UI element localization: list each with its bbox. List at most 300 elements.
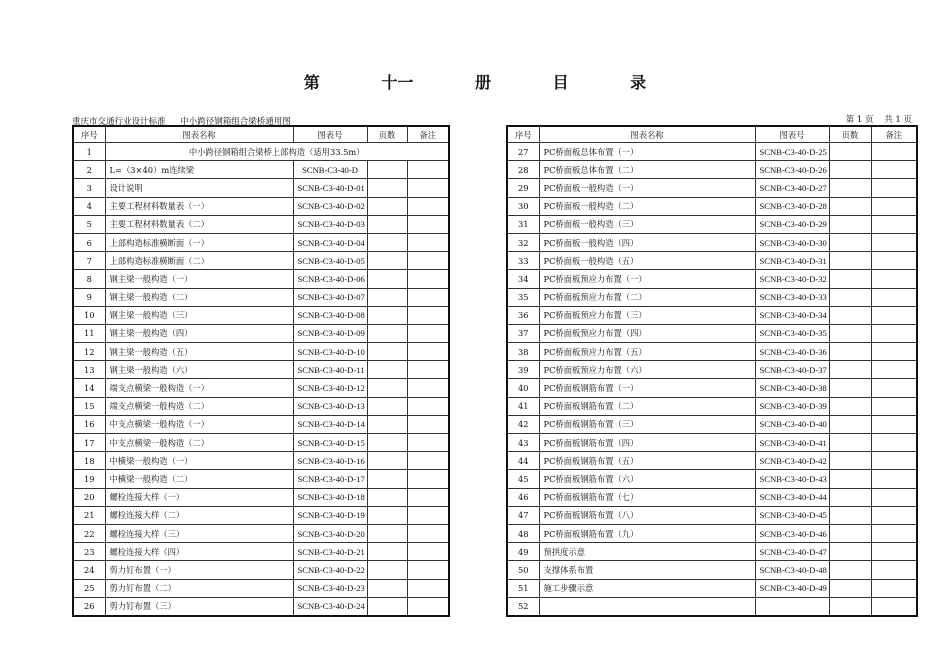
table-row [73,197,449,215]
table-row [507,506,917,524]
row-number: 25 [73,579,105,597]
drawing-code: SCNB-C3-40-D-10 [293,343,367,361]
remarks [407,379,449,397]
page-count [367,379,407,397]
table-row [507,324,917,342]
remarks [407,215,449,233]
drawing-name: PC桥面板一般构造（五） [539,252,755,270]
table-row [73,252,449,270]
drawing-code: SCNB-C3-40-D-26 [755,161,829,179]
table-row [507,343,917,361]
drawing-code [755,597,829,616]
page-count [829,506,871,524]
remarks [871,379,917,397]
row-number: 13 [73,361,105,379]
table-row [73,543,449,561]
page-count [829,233,871,251]
row-number: 34 [507,270,539,288]
drawing-code: SCNB-C3-40-D-14 [293,415,367,433]
drawing-code: SCNB-C3-40-D-40 [755,415,829,433]
page-count [367,543,407,561]
row-number: 44 [507,452,539,470]
page-count [829,397,871,415]
page-count [829,143,871,161]
row-number: 6 [73,233,105,251]
row-number: 28 [507,161,539,179]
remarks [407,488,449,506]
title-char: 十一 [381,73,414,92]
remarks [407,506,449,524]
page-count [367,270,407,288]
remarks [871,233,917,251]
page-count [367,361,407,379]
drawing-code: SCNB-C3-40-D-27 [755,179,829,197]
row-number: 32 [507,233,539,251]
table-header-row [507,126,917,143]
table-row [507,252,917,270]
remarks [407,452,449,470]
row-number: 49 [507,543,539,561]
drawing-name: 中横梁一般构造（二） [105,470,293,488]
drawing-code: SCNB-C3-40-D-32 [755,270,829,288]
row-number: 51 [507,579,539,597]
drawing-name: PC桥面板一般构造（四） [539,233,755,251]
page-count [829,543,871,561]
col-header-name: 图表名称 [539,126,755,143]
remarks [871,270,917,288]
table-row [73,233,449,251]
table-row [73,397,449,415]
drawing-code: SCNB-C3-40-D-13 [293,397,367,415]
drawing-code: SCNB-C3-40-D-01 [293,179,367,197]
col-header-code: 图表号 [755,126,829,143]
drawing-name: PC桥面板预应力布置（三） [539,306,755,324]
page-count [367,597,407,616]
drawing-name: 支撑体系布置 [539,561,755,579]
table-row [73,579,449,597]
drawing-name: PC桥面板预应力布置（一） [539,270,755,288]
table-row [73,179,449,197]
page-indicator [846,113,912,125]
table-row [73,415,449,433]
row-number: 36 [507,306,539,324]
drawing-name: 端支点横梁一般构造（一） [105,379,293,397]
drawing-name: 端支点横梁一般构造（二） [105,397,293,415]
row-number: 16 [73,415,105,433]
drawing-code: SCNB-C3-40-D-05 [293,252,367,270]
remarks [871,288,917,306]
drawing-name: 螺栓连接大样（四） [105,543,293,561]
table-row [507,197,917,215]
remarks [871,179,917,197]
table-row [73,379,449,397]
remarks [407,561,449,579]
remarks [407,197,449,215]
contents-table-left [72,125,450,617]
table-row [73,470,449,488]
drawing-code: SCNB-C3-40-D-28 [755,197,829,215]
page-count [367,233,407,251]
drawing-code: SCNB-C3-40-D-12 [293,379,367,397]
row-number: 31 [507,215,539,233]
drawing-name: 中支点横梁一般构造（二） [105,434,293,452]
drawing-code: SCNB-C3-40-D-38 [755,379,829,397]
drawing-name: 预拱度示意 [539,543,755,561]
drawing-name: PC桥面板总体布置（一） [539,143,755,161]
table-row [507,579,917,597]
col-header-pages: 页数 [367,126,407,143]
remarks [407,597,449,616]
drawing-code: SCNB-C3-40-D-37 [755,361,829,379]
standard-name: 重庆市交通行业设计标准 [72,117,166,127]
drawing-name: PC桥面板一般构造（二） [539,197,755,215]
remarks [871,143,917,161]
drawing-code: SCNB-C3-40-D-35 [755,324,829,342]
drawing-code: SCNB-C3-40-D-34 [755,306,829,324]
page-count [367,579,407,597]
table-row [73,506,449,524]
table-row [507,379,917,397]
row-number: 10 [73,306,105,324]
remarks [407,306,449,324]
page-count [367,452,407,470]
row-number: 47 [507,506,539,524]
row-number: 33 [507,252,539,270]
drawing-code: SCNB-C3-40-D-29 [755,215,829,233]
drawing-name: PC桥面板钢筋布置（五） [539,452,755,470]
table-row [507,561,917,579]
row-number: 38 [507,343,539,361]
page-count [829,452,871,470]
table-row [73,452,449,470]
row-number: 35 [507,288,539,306]
drawing-code: SCNB-C3-40-D-07 [293,288,367,306]
table-header-row [73,126,449,143]
table-row [507,470,917,488]
page-count [829,488,871,506]
row-number: 7 [73,252,105,270]
drawing-code: SCNB-C3-40-D-41 [755,434,829,452]
remarks [407,543,449,561]
drawing-code: SCNB-C3-40-D-22 [293,561,367,579]
table-row [73,324,449,342]
row-number: 37 [507,324,539,342]
page-count [829,215,871,233]
row-number: 42 [507,415,539,433]
drawing-code: SCNB-C3-40-D-42 [755,452,829,470]
table-row [507,306,917,324]
drawing-name: PC桥面板钢筋布置（六） [539,470,755,488]
remarks [407,179,449,197]
page-count [829,379,871,397]
drawing-name: PC桥面板一般构造（一） [539,179,755,197]
title-char: 录 [630,73,647,92]
drawing-name: 钢主梁一般构造（三） [105,306,293,324]
page-count [367,288,407,306]
remarks [407,343,449,361]
page-count [829,306,871,324]
row-number: 29 [507,179,539,197]
remarks [871,252,917,270]
row-number: 15 [73,397,105,415]
row-number: 24 [73,561,105,579]
row-number: 14 [73,379,105,397]
drawing-name: PC桥面板钢筋布置（四） [539,434,755,452]
remarks [871,197,917,215]
drawing-code: SCNB-C3-40-D-31 [755,252,829,270]
page-count [829,252,871,270]
page-count [829,524,871,542]
page-count [367,306,407,324]
drawing-code: SCNB-C3-40-D-20 [293,524,367,542]
drawing-code: SCNB-C3-40-D-39 [755,397,829,415]
drawing-name: 钢主梁一般构造（五） [105,343,293,361]
remarks [871,543,917,561]
drawing-name: 钢主梁一般构造（六） [105,361,293,379]
drawing-code: SCNB-C3-40-D-36 [755,343,829,361]
row-number: 5 [73,215,105,233]
drawing-name: PC桥面板钢筋布置（二） [539,397,755,415]
remarks [407,361,449,379]
drawing-code: SCNB-C3-40-D-45 [755,506,829,524]
drawing-code: SCNB-C3-40-D-04 [293,233,367,251]
remarks [871,215,917,233]
remarks [871,561,917,579]
drawing-code: SCNB-C3-40-D-16 [293,452,367,470]
remarks [871,415,917,433]
drawing-code: SCNB-C3-40-D-43 [755,470,829,488]
drawing-name: PC桥面板预应力布置（四） [539,324,755,342]
table-row [73,306,449,324]
page-count [829,161,871,179]
table-row [507,543,917,561]
row-number: 40 [507,379,539,397]
col-header-name: 图表名称 [105,126,293,143]
table-row [507,415,917,433]
page-count [829,270,871,288]
drawing-code: SCNB-C3-40-D-09 [293,324,367,342]
row-number: 50 [507,561,539,579]
table-row [73,434,449,452]
drawing-name: PC桥面板预应力布置（六） [539,361,755,379]
title-char: 第 [303,73,320,92]
drawing-code: SCNB-C3-40-D-15 [293,434,367,452]
page-count [829,579,871,597]
page-count [367,470,407,488]
page-count [367,524,407,542]
page-count [829,197,871,215]
row-number: 45 [507,470,539,488]
page-count [367,179,407,197]
remarks [407,434,449,452]
drawing-code: SCNB-C3-40-D-17 [293,470,367,488]
row-number: 30 [507,197,539,215]
drawing-name: 钢主梁一般构造（二） [105,288,293,306]
drawing-name: PC桥面板预应力布置（二） [539,288,755,306]
page-count [829,179,871,197]
page-count [367,397,407,415]
remarks [871,161,917,179]
table-row [73,488,449,506]
col-header-pages: 页数 [829,126,871,143]
remarks [871,343,917,361]
drawing-code: SCNB-C3-40-D-03 [293,215,367,233]
remarks [871,397,917,415]
page-number: 第 1 页 [845,115,874,125]
row-number: 11 [73,324,105,342]
row-number: 26 [73,597,105,616]
drawing-code: SCNB-C3-40-D-25 [755,143,829,161]
drawing-name: 施工步骤示意 [539,579,755,597]
drawing-code: SCNB-C3-40-D-06 [293,270,367,288]
drawing-name: 上部构造标准横断面（一） [105,233,293,251]
page-count [367,215,407,233]
row-number: 46 [507,488,539,506]
row-number: 21 [73,506,105,524]
drawing-code: SCNB-C3-40-D-18 [293,488,367,506]
row-number: 2 [73,161,105,179]
col-header-no: 序号 [507,126,539,143]
drawing-name: PC桥面板钢筋布置（三） [539,415,755,433]
drawing-code: SCNB-C3-40-D-08 [293,306,367,324]
drawing-name: 中支点横梁一般构造（一） [105,415,293,433]
remarks [407,524,449,542]
remarks [871,579,917,597]
drawing-name: PC桥面板钢筋布置（一） [539,379,755,397]
remarks [407,252,449,270]
table-row [73,215,449,233]
table-row [73,343,449,361]
title-char: 目 [552,73,569,92]
page-total: 共 1 页 [884,115,912,125]
remarks [871,524,917,542]
drawing-code: SCNB-C3-40-D-49 [755,579,829,597]
page-count [367,252,407,270]
table-row [507,161,917,179]
remarks [871,361,917,379]
page-count [829,597,871,616]
table-row [73,561,449,579]
page-count [829,288,871,306]
page-count [829,434,871,452]
drawing-name: 设计说明 [105,179,293,197]
drawing-name: PC桥面板钢筋布置（七） [539,488,755,506]
row-number: 52 [507,597,539,616]
contents-body-left [73,143,449,616]
drawing-name: 剪力钉布置（二） [105,579,293,597]
row-number: 8 [73,270,105,288]
drawing-name: PC桥面板一般构造（三） [539,215,755,233]
title-char: 册 [474,73,491,92]
table-row [73,270,449,288]
remarks [407,270,449,288]
row-number: 43 [507,434,539,452]
table-row [507,397,917,415]
table-row [73,361,449,379]
col-header-code: 图表号 [293,126,367,143]
table-row [73,161,449,179]
drawing-code: SCNB-C3-40-D [293,161,367,179]
table-row [507,179,917,197]
table-row [73,288,449,306]
drawing-code: SCNB-C3-40-D-19 [293,506,367,524]
page-count [367,197,407,215]
table-row [507,597,917,616]
drawing-name: PC桥面板预应力布置（五） [539,343,755,361]
row-number: 20 [73,488,105,506]
row-number: 39 [507,361,539,379]
remarks [871,434,917,452]
drawing-name: PC桥面板总体布置（二） [539,161,755,179]
table-row [507,434,917,452]
remarks [407,161,449,179]
page-count [367,415,407,433]
remarks [407,579,449,597]
remarks [871,597,917,616]
drawing-name: 剪力钉布置（一） [105,561,293,579]
remarks [407,324,449,342]
table-row [507,452,917,470]
row-number: 48 [507,524,539,542]
row-number: 4 [73,197,105,215]
row-number: 1 [73,143,105,161]
drawing-name: 螺栓连接大样（二） [105,506,293,524]
table-row [73,143,449,161]
row-number: 3 [73,179,105,197]
drawing-code: SCNB-C3-40-D-21 [293,543,367,561]
page-count [367,324,407,342]
table-row [73,524,449,542]
contents-body-right [507,143,917,616]
row-number: 41 [507,397,539,415]
table-row [507,143,917,161]
row-number: 22 [73,524,105,542]
page-count [367,161,407,179]
col-header-remarks: 备注 [407,126,449,143]
drawing-name: 螺栓连接大样（三） [105,524,293,542]
drawing-name: 剪力钉布置（三） [105,597,293,616]
remarks [871,306,917,324]
drawing-code: SCNB-C3-40-D-33 [755,288,829,306]
drawing-code: SCNB-C3-40-D-44 [755,488,829,506]
volume-title [0,70,950,93]
table-row [507,361,917,379]
drawing-code: SCNB-C3-40-D-47 [755,543,829,561]
row-number: 12 [73,343,105,361]
remarks [407,397,449,415]
drawing-name: PC桥面板钢筋布置（八） [539,506,755,524]
drawing-name: 主要工程材料数量表（二） [105,215,293,233]
drawing-name [539,597,755,616]
row-number: 19 [73,470,105,488]
remarks [871,488,917,506]
drawing-name: L=（3×40）m连续梁 [105,161,293,179]
drawing-name: 中横梁一般构造（一） [105,452,293,470]
table-row [507,270,917,288]
table-row [73,597,449,616]
page-count [829,561,871,579]
page-count [367,343,407,361]
row-number: 23 [73,543,105,561]
remarks [407,233,449,251]
drawing-name: PC桥面板钢筋布置（九） [539,524,755,542]
row-number: 17 [73,434,105,452]
page-count [829,361,871,379]
drawing-code: SCNB-C3-40-D-48 [755,561,829,579]
table-row [507,233,917,251]
drawing-code: SCNB-C3-40-D-24 [293,597,367,616]
remarks [871,506,917,524]
